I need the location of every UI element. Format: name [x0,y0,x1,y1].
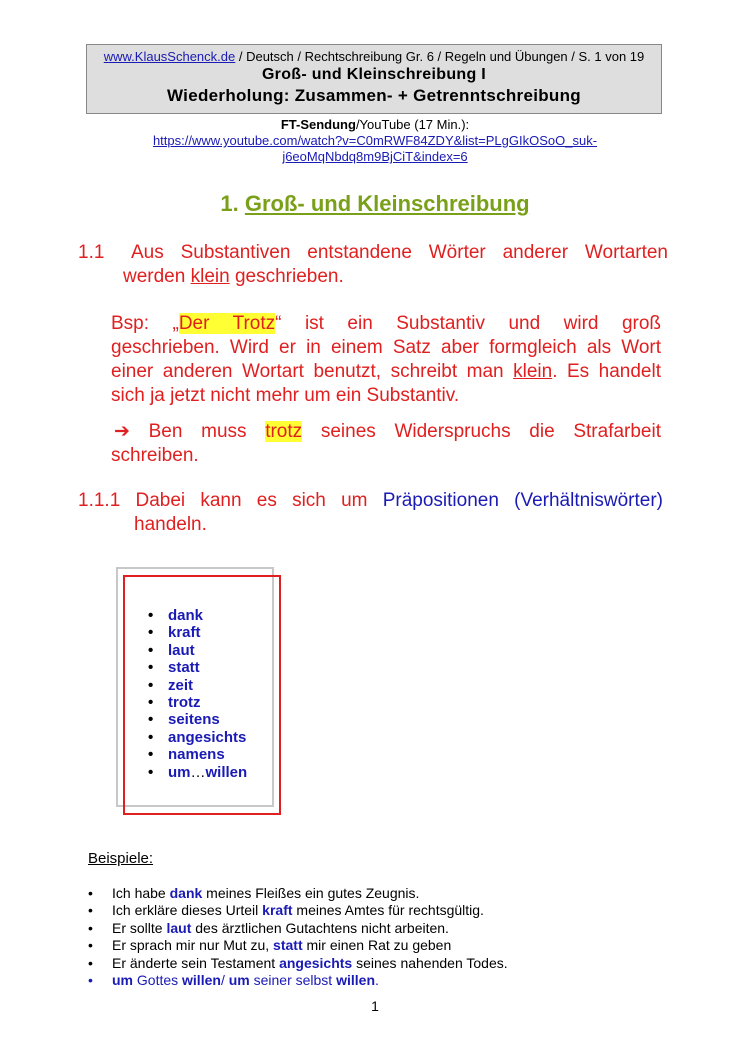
examples-heading: Beispiele: [88,850,154,867]
section-heading [0,191,750,217]
rule-1-1-1-line2: handeln. [134,514,207,535]
ft-label-rest: /YouTube (17 Min.): [355,117,470,132]
breadcrumb-text: / Deutsch / Rechtschreibung Gr. 6 / Regeln und Übungen / S. 1 von 19 [235,49,645,64]
examples-list [88,885,508,989]
list-item: • um…willen [148,764,247,781]
list-item: • um Gottes willen/ um seiner selbst willen. [88,972,508,989]
bsp-line2: geschrieben. Wird er in einem Satz aber formgleich als Wort [111,337,661,358]
list-item: • Er änderte sein Testament angesichts seines nahenden Todes. [88,955,508,972]
list-item: • statt [148,659,247,676]
preposition-list [148,607,247,781]
bsp-line1: Bsp: „Der Trotz“ ist ein Substantiv und wird groß [111,313,662,334]
list-item: • Er sprach mir nur Mut zu, statt mir einen Rat zu geben [88,937,508,954]
youtube-link-line2[interactable]: j6eoMqNbdq8m9BjCiT&index=6 [282,149,468,164]
page-number: 1 [371,998,379,1014]
ft-label: FT-Sendung [280,117,356,132]
section-title: Groß- und Kleinschreibung [244,191,530,216]
site-link[interactable]: www.KlausSchenck.de [103,49,236,64]
bsp-paragraph [111,312,661,408]
highlight-trotz: trotz [265,421,303,442]
list-item: • trotz [148,694,247,711]
bsp-line3: einer anderen Wortart benutzt, schreibt man klein. Es handelt [111,361,662,382]
arrow-example-line2: schreiben. [111,445,199,466]
arrow-example [111,420,661,468]
rule-number: 1.1 [78,242,105,263]
prepositions-term: Präpositionen (Verhältniswörter) [382,490,663,511]
bsp-line4: sich ja jetzt nicht mehr um ein Substantiv. [111,385,460,406]
list-item: • kraft [148,624,247,641]
list-item: • Er sollte laut des ärztlichen Gutachtens nicht arbeiten. [88,920,508,937]
list-item: • zeit [148,677,247,694]
list-item: • angesichts [148,729,247,746]
rule-1-1 [78,241,668,289]
section-number: 1. [220,191,245,216]
youtube-link-line1[interactable]: https://www.youtube.com/watch?v=C0mRWF84ZDY&list=PLgGIkOSoO_suk- [152,133,598,148]
list-item: • dank [148,607,247,624]
rule-text-line2: werden klein geschrieben. [123,266,344,287]
list-item: • seitens [148,711,247,728]
rule-text-line1: Aus Substantiven entstandene Wörter anderer Wortarten [131,242,668,263]
arrow-icon: ➔ [114,421,130,442]
document-subtitle: Wiederholung: Zusammen- + Getrenntschreibung [166,86,581,105]
list-item: • laut [148,642,247,659]
header-box [86,44,662,114]
arrow-example-line1: ➔ Ben muss trotz seines Widerspruchs die Strafarbeit [114,421,661,442]
rule-1-1-1-line1: 1.1.1 Dabei kann es sich um Präpositionen (Verhältniswörter) [78,490,663,511]
ft-reference [0,117,750,165]
list-item: • Ich habe dank meines Fleißes ein gutes Zeugnis. [88,885,508,902]
rule-1-1-1 [78,489,663,537]
list-item: • Ich erkläre dieses Urteil kraft meines Amtes für rechtsgültig. [88,902,508,919]
header-breadcrumb [87,49,661,64]
list-item: • namens [148,746,247,763]
keyword-klein: klein [190,266,230,287]
document-title: Groß- und Kleinschreibung I [261,66,487,83]
highlight-der-trotz: Der Trotz [178,313,276,334]
